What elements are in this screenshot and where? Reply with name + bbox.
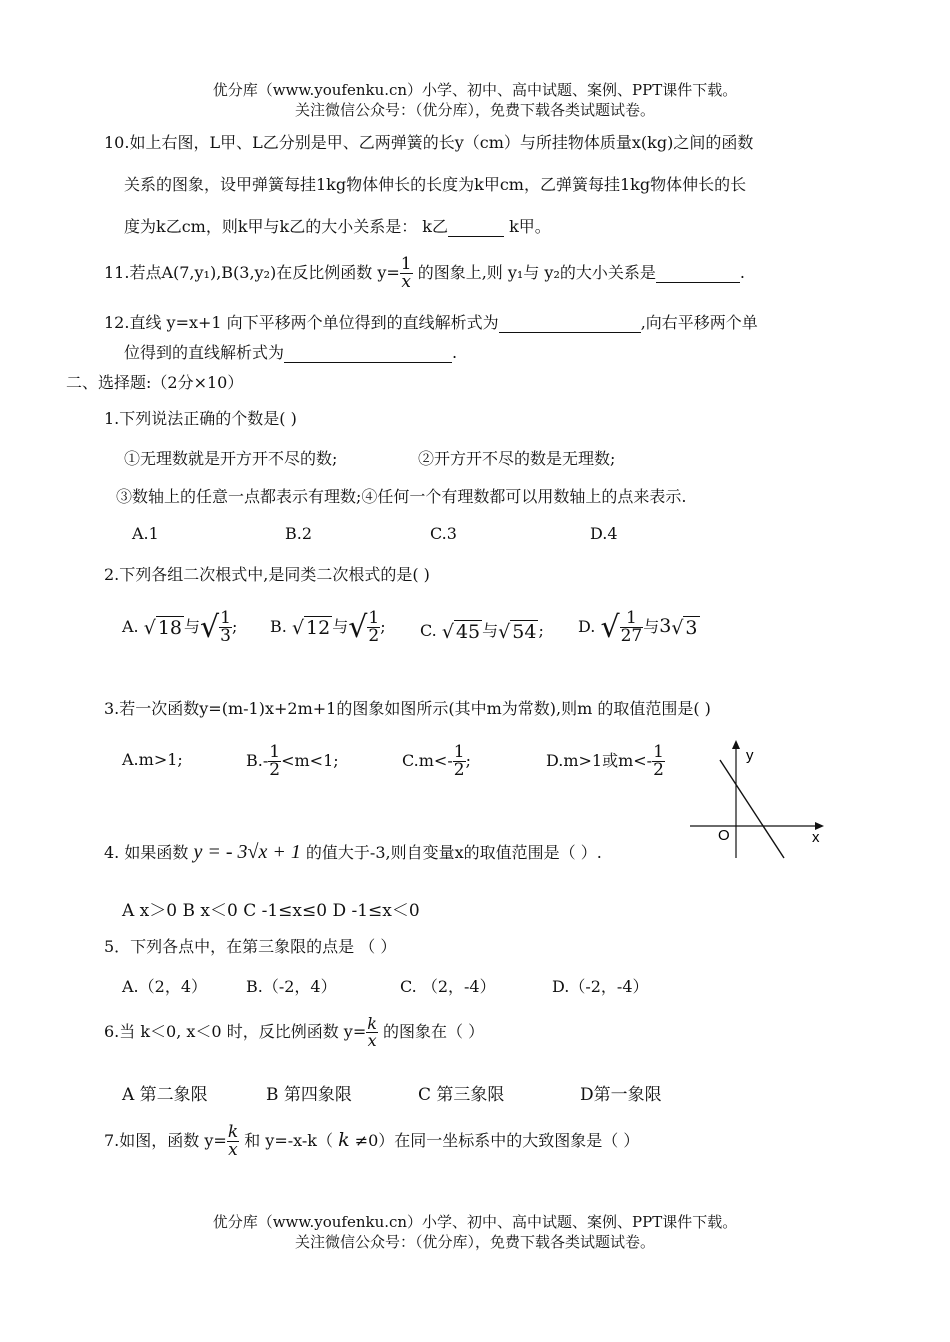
c2-d-frac-num: 1 (625, 608, 637, 628)
q12-answer-blank-1[interactable] (499, 313, 641, 333)
q10-line-3 (124, 214, 551, 237)
c2-b-semi: ; (380, 617, 386, 636)
q11-end: . (739, 263, 745, 282)
c2-d-radicand: 3 (685, 616, 698, 639)
c3-c-frac-den: 2 (453, 760, 465, 780)
c6-post: 的图象在（ ） (377, 1022, 485, 1041)
c2-c-semi: ; (538, 621, 544, 640)
c2-c-with: 与 (482, 621, 499, 640)
q10-line-1: 10.如上右图，L甲、L乙分别是甲、乙两弹簧的长y（cm）与所挂物体质量x(kg)之间的函数 (104, 133, 754, 152)
c2-b-frac-num: 1 (368, 608, 380, 628)
c2-a-with: 与 (184, 617, 201, 636)
c2-a-frac-num: 1 (220, 608, 231, 628)
c6-frac-num: k (367, 1014, 377, 1033)
c5-stem: 5．下列各点中，在第三象限的点是 （ ） (104, 937, 397, 956)
c1-statement-2: ②开方开不尽的数是无理数; (418, 449, 616, 468)
c2-a-radicand: 18 (157, 616, 183, 639)
c3-option-c[interactable] (402, 744, 471, 779)
q10-line-3-end: k甲。 (504, 217, 551, 236)
c2-a-frac-den: 3 (220, 626, 231, 646)
c1-option-d[interactable]: D.4 (590, 524, 618, 543)
q10-line-2: 关系的图象，设甲弹簧每挂1kg物体伸长的长度为k甲cm，乙弹簧每挂1kg物体伸长的长 (124, 175, 747, 194)
section-2-title: 二、选择题:（2分×10） (66, 373, 244, 392)
c3-option-d[interactable] (546, 744, 665, 779)
c2-d-coef: 3 (659, 615, 672, 637)
c3-option-a[interactable]: A.m>1; (122, 750, 183, 769)
c7 (104, 1124, 639, 1159)
c2-option-b[interactable]: B. √ 12 与√ $\frac{1}{2}$ ; (270, 608, 386, 646)
c7-mid: 和 y=-x-k（ (239, 1131, 339, 1150)
header-line-1: 优分库（www.youfenku.cn）小学、初中、高中试题、案例、PPT课件下载。 (212, 81, 738, 99)
q11-post: 的图象上,则 y₁与 y₂的大小关系是 (412, 263, 656, 282)
q11-frac-num: 1 (400, 254, 412, 274)
c2-option-a[interactable]: A. √ 18 与√ $\frac{1}{3}$ ; (122, 608, 238, 646)
c4 (104, 840, 602, 864)
q12-line-1 (104, 310, 758, 333)
c3-graph-y-label: y (746, 747, 754, 764)
c2-b-with: 与 (332, 617, 349, 636)
c3-graph-y-arrow (732, 740, 740, 749)
q12-answer-blank-2[interactable] (284, 343, 452, 363)
c3-d-frac-den: 2 (653, 760, 664, 780)
c2-c-radicand-2: 54 (512, 620, 537, 643)
c1-stem: 1.下列说法正确的个数是( ) (104, 409, 297, 428)
q12-line-2-end: . (452, 343, 458, 362)
c3-c-pre: C.m<- (402, 751, 453, 770)
c2-a-semi: ; (232, 617, 238, 636)
c1-option-a[interactable]: A.1 (132, 524, 159, 543)
c3-b-post: <m<1; (281, 751, 339, 770)
q12-line-1-end: ,向右平移两个单 (640, 313, 758, 332)
c4-pre: 4. 如果函数 (104, 843, 194, 862)
c3-b-frac-num: 1 (269, 742, 281, 762)
c5-option-a[interactable]: A.（2，4） (122, 977, 208, 996)
c4-function: y = - 3√x + 1 (193, 841, 301, 863)
c5-option-b[interactable]: B.（-2，4） (246, 977, 337, 996)
c3-b-frac-den: 2 (269, 760, 281, 780)
c7-pre: 7.如图，函数 y= (104, 1131, 227, 1150)
c2-stem: 2.下列各组二次根式中,是同类二次根式的是( ) (104, 565, 430, 584)
c2-option-d-label: D. (578, 617, 596, 636)
c7-frac-den: x (228, 1140, 238, 1160)
c3-b-pre: B.- (246, 751, 269, 770)
c1-statement-1: ①无理数就是开方开不尽的数; (124, 449, 338, 468)
c3-option-b[interactable] (246, 744, 339, 779)
c4-options[interactable]: A x＞0 B x＜0 C -1≤x≤0 D -1≤x＜0 (122, 901, 420, 921)
c6 (104, 1016, 484, 1049)
c6-pre: 6.当 k＜0, x＜0 时，反比例函数 y= (104, 1022, 367, 1041)
c3-graph (688, 738, 828, 862)
q11 (104, 256, 745, 291)
c3-c-post: ; (465, 751, 471, 770)
c7-post: ≠0）在同一坐标系中的大致图象是（ ） (349, 1131, 640, 1150)
c3-graph-x-label: x (812, 829, 820, 846)
q11-answer-blank[interactable] (656, 263, 740, 283)
q12-line-1-text: 12.直线 y=x+1 向下平移两个单位得到的直线解析式为 (104, 313, 499, 332)
c2-b-frac-den: 2 (368, 626, 380, 646)
q10-line-3-text: 度为k乙cm，则k甲与k乙的大小关系是： k乙 (124, 217, 449, 236)
footer-line-1: 优分库（www.youfenku.cn）小学、初中、高中试题、案例、PPT课件下载。 (212, 1213, 738, 1231)
c2-d-with: 与 (643, 617, 660, 636)
c6-option-c[interactable]: C 第三象限 (418, 1085, 505, 1105)
c2-option-b-label: B. (270, 617, 287, 636)
c3-c-frac-num: 1 (453, 742, 465, 762)
c2-b-radicand: 12 (306, 616, 331, 639)
q11-frac-den: x (401, 272, 411, 292)
c6-frac-den: x (367, 1031, 377, 1050)
q11-pre: 11.若点A(7,y₁),B(3,y₂)在反比例函数 y= (104, 263, 400, 282)
c6-option-a[interactable]: A 第二象限 (122, 1085, 208, 1105)
c2-option-c-label: C. (420, 621, 437, 640)
c2-c-radicand-1: 45 (455, 620, 481, 643)
c2-option-c[interactable]: C. √ 45 与√ 54 ; (420, 620, 544, 643)
footer-line-2: 关注微信公众号：（优分库），免费下载各类试题试卷。 (294, 1233, 655, 1251)
q12-line-2 (124, 340, 457, 363)
c1-statement-3: ③数轴上的任意一点都表示有理数;④任何一个有理数都可以用数轴上的点来表示. (116, 487, 687, 506)
q10-answer-blank[interactable] (448, 217, 504, 237)
c5-option-c[interactable]: C. （2，-4） (400, 977, 496, 996)
c7-k: k (338, 1129, 350, 1151)
c1-option-c[interactable]: C.3 (430, 524, 457, 543)
c5-option-d[interactable]: D.（-2，-4） (552, 977, 649, 996)
c2-option-d[interactable]: D. √ $\frac{1}{27}$ 与3√ 3 (578, 608, 698, 646)
c3-graph-origin-label: O (718, 827, 730, 844)
c3-stem: 3.若一次函数y=(m-1)x+2m+1的图象如图所示(其中m为常数),则m 的取值范围是( ) (104, 699, 711, 718)
c6-option-d[interactable]: D第一象限 (580, 1085, 662, 1105)
c6-option-b[interactable]: B 第四象限 (266, 1085, 352, 1105)
q12-line-2-text: 位得到的直线解析式为 (124, 343, 285, 362)
c1-option-b[interactable]: B.2 (285, 524, 313, 543)
c2-option-a-label: A. (122, 617, 139, 636)
c3-d-frac-num: 1 (653, 742, 664, 762)
c3-d-pre: D.m>1或m<- (546, 751, 653, 770)
c4-post: 的值大于-3,则自变量x的取值范围是（ ）. (300, 843, 602, 862)
c7-frac-num: k (227, 1122, 239, 1142)
c2-d-frac-den: 27 (620, 626, 643, 646)
header-line-2: 关注微信公众号：（优分库），免费下载各类试题试卷。 (294, 101, 655, 119)
